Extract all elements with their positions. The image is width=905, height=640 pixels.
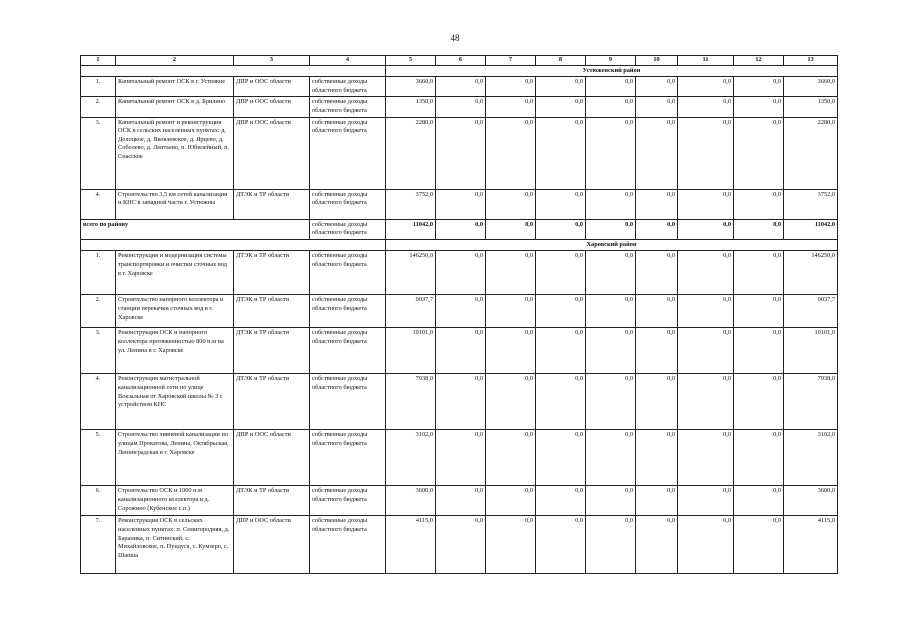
section-blank bbox=[81, 65, 386, 77]
amount-7: 0,0 bbox=[486, 374, 536, 430]
amount-13: 146250,0 bbox=[784, 251, 838, 295]
executor: ДТЭК и ТР области bbox=[234, 295, 310, 328]
column-number: 5 bbox=[386, 56, 436, 66]
amount-11: 0,0 bbox=[678, 77, 734, 97]
amount-6: 0,0 bbox=[436, 117, 486, 189]
amount-12: 0,0 bbox=[734, 328, 784, 374]
amount-5: 10101,0 bbox=[386, 328, 436, 374]
row-number: 2. bbox=[81, 295, 116, 328]
column-number: 4 bbox=[310, 56, 386, 66]
section-blank bbox=[81, 239, 386, 251]
amount-13: 10101,0 bbox=[784, 328, 838, 374]
amount-5: 2280,0 bbox=[386, 117, 436, 189]
executor: ДТЭК и ТР области bbox=[234, 486, 310, 516]
amount-10: 0,0 bbox=[636, 430, 678, 486]
row-number: 6. bbox=[81, 486, 116, 516]
amount-5: 4115,0 bbox=[386, 516, 436, 574]
amount-7: 0,0 bbox=[486, 328, 536, 374]
table-row bbox=[81, 430, 838, 486]
amount-5: 3660,0 bbox=[386, 77, 436, 97]
section-title-row bbox=[81, 65, 838, 77]
amount-7: 0,0 bbox=[486, 486, 536, 516]
amount-13: 1350,0 bbox=[784, 97, 838, 117]
funding-source: собственные доходы областного бюджета bbox=[310, 251, 386, 295]
column-number: 1 bbox=[81, 56, 116, 66]
amount-12: 0,0 bbox=[734, 97, 784, 117]
executor: ДТЭК и ТР области bbox=[234, 328, 310, 374]
row-number: 1. bbox=[81, 251, 116, 295]
measure-name: Реконструкция ОСК и напорного коллектора протяженностью 800 п.м на ул. Ленина в г. Харовске bbox=[116, 328, 234, 374]
row-number: 2. bbox=[81, 97, 116, 117]
amount-10: 0,0 bbox=[636, 374, 678, 430]
amount-7: 0,0 bbox=[486, 430, 536, 486]
amount-11: 0,0 bbox=[678, 117, 734, 189]
funding-source: собственные доходы областного бюджета bbox=[310, 77, 386, 97]
amount-6: 0,0 bbox=[436, 295, 486, 328]
funding-source: собственные доходы областного бюджета bbox=[310, 486, 386, 516]
budget-table bbox=[80, 55, 838, 574]
total-amount-12: 0,0 bbox=[734, 219, 784, 239]
amount-13: 3102,0 bbox=[784, 430, 838, 486]
row-number: 7. bbox=[81, 516, 116, 574]
section-title: Харовский район bbox=[386, 239, 838, 251]
amount-9: 0,0 bbox=[586, 486, 636, 516]
amount-6: 0,0 bbox=[436, 486, 486, 516]
amount-11: 0,0 bbox=[678, 97, 734, 117]
amount-12: 0,0 bbox=[734, 295, 784, 328]
row-number: 4. bbox=[81, 189, 116, 219]
amount-12: 0,0 bbox=[734, 189, 784, 219]
amount-8: 0,0 bbox=[536, 328, 586, 374]
column-number: 6 bbox=[436, 56, 486, 66]
column-number: 12 bbox=[734, 56, 784, 66]
total-amount-7: 0,0 bbox=[486, 219, 536, 239]
amount-11: 0,0 bbox=[678, 189, 734, 219]
amount-6: 0,0 bbox=[436, 430, 486, 486]
amount-7: 0,0 bbox=[486, 251, 536, 295]
amount-10: 0,0 bbox=[636, 295, 678, 328]
amount-10: 0,0 bbox=[636, 77, 678, 97]
measure-name: Реконструкция ОСК в сельских населенных пунктах: п. Семигородняя, д. Бараника, п. Ситинский, с. Михайловское, п. Пундуга, с. Кумзеро, с. Шапша bbox=[116, 516, 234, 574]
executor: ДТЭК и ТР области bbox=[234, 189, 310, 219]
amount-6: 0,0 bbox=[436, 97, 486, 117]
column-number: 8 bbox=[536, 56, 586, 66]
measure-name: Капитальный ремонт ОСК в г. Устюжне bbox=[116, 77, 234, 97]
amount-13: 3660,0 bbox=[784, 77, 838, 97]
amount-12: 0,0 bbox=[734, 430, 784, 486]
amount-11: 0,0 bbox=[678, 486, 734, 516]
table-row bbox=[81, 295, 838, 328]
amount-11: 0,0 bbox=[678, 251, 734, 295]
measure-name: Строительство напорного коллектора и станции перекачки сточных вод в г. Харовске bbox=[116, 295, 234, 328]
row-number: 3. bbox=[81, 117, 116, 189]
amount-9: 0,0 bbox=[586, 516, 636, 574]
amount-8: 0,0 bbox=[536, 77, 586, 97]
column-number: 7 bbox=[486, 56, 536, 66]
row-number: 5. bbox=[81, 430, 116, 486]
funding-source: собственные доходы областного бюджета bbox=[310, 97, 386, 117]
funding-source: собственные доходы областного бюджета bbox=[310, 328, 386, 374]
amount-5: 1350,0 bbox=[386, 97, 436, 117]
amount-7: 0,0 bbox=[486, 97, 536, 117]
total-amount-10: 0,0 bbox=[636, 219, 678, 239]
amount-12: 0,0 bbox=[734, 516, 784, 574]
column-number: 9 bbox=[586, 56, 636, 66]
amount-5: 3600,0 bbox=[386, 486, 436, 516]
amount-8: 0,0 bbox=[536, 516, 586, 574]
measure-name: Строительство ливневой канализации по улицам Прокатова, Ленина, Октябрьская, Ленинградская в г. Харовске bbox=[116, 430, 234, 486]
amount-11: 0,0 bbox=[678, 328, 734, 374]
amount-12: 0,0 bbox=[734, 374, 784, 430]
executor: ДПР и ООС области bbox=[234, 430, 310, 486]
amount-6: 0,0 bbox=[436, 516, 486, 574]
amount-13: 7938,0 bbox=[784, 374, 838, 430]
total-amount-5: 11042,0 bbox=[386, 219, 436, 239]
amount-9: 0,0 bbox=[586, 430, 636, 486]
table-row bbox=[81, 97, 838, 117]
funding-source: собственные доходы областного бюджета bbox=[310, 430, 386, 486]
amount-8: 0,0 bbox=[536, 117, 586, 189]
total-amount-11: 0,0 bbox=[678, 219, 734, 239]
table-row bbox=[81, 516, 838, 574]
table-row bbox=[81, 189, 838, 219]
column-number-row bbox=[81, 56, 838, 66]
amount-10: 0,0 bbox=[636, 516, 678, 574]
total-label: всего по району bbox=[81, 219, 310, 239]
amount-13: 9037,7 bbox=[784, 295, 838, 328]
amount-7: 0,0 bbox=[486, 189, 536, 219]
amount-12: 0,0 bbox=[734, 486, 784, 516]
section-title: Устюженский район bbox=[386, 65, 838, 77]
amount-8: 0,0 bbox=[536, 430, 586, 486]
amount-7: 0,0 bbox=[486, 295, 536, 328]
amount-11: 0,0 bbox=[678, 516, 734, 574]
amount-10: 0,0 bbox=[636, 328, 678, 374]
measure-name: Реконструкция магистральной канализационной сети по улице Вокзальная от Харовской школы № 3 с устройством КНС bbox=[116, 374, 234, 430]
total-amount-9: 0,0 bbox=[586, 219, 636, 239]
amount-5: 3102,0 bbox=[386, 430, 436, 486]
table-row bbox=[81, 374, 838, 430]
amount-8: 0,0 bbox=[536, 295, 586, 328]
table-body bbox=[81, 65, 838, 574]
column-number: 3 bbox=[234, 56, 310, 66]
total-amount-8: 0,0 bbox=[536, 219, 586, 239]
amount-6: 0,0 bbox=[436, 189, 486, 219]
table-row bbox=[81, 251, 838, 295]
funding-source: собственные доходы областного бюджета bbox=[310, 374, 386, 430]
amount-8: 0,0 bbox=[536, 97, 586, 117]
amount-10: 0,0 bbox=[636, 486, 678, 516]
amount-9: 0,0 bbox=[586, 374, 636, 430]
amount-10: 0,0 bbox=[636, 117, 678, 189]
amount-6: 0,0 bbox=[436, 77, 486, 97]
amount-13: 4115,0 bbox=[784, 516, 838, 574]
measure-name: Капитальный ремонт ОСК в д. Брилино bbox=[116, 97, 234, 117]
amount-10: 0,0 bbox=[636, 97, 678, 117]
amount-8: 0,0 bbox=[536, 251, 586, 295]
amount-6: 0,0 bbox=[436, 328, 486, 374]
funding-source: собственные доходы областного бюджета bbox=[310, 295, 386, 328]
amount-9: 0,0 bbox=[586, 328, 636, 374]
amount-13: 3600,0 bbox=[784, 486, 838, 516]
row-number: 4. bbox=[81, 374, 116, 430]
page-number: 48 bbox=[450, 33, 460, 43]
table-row bbox=[81, 77, 838, 97]
amount-9: 0,0 bbox=[586, 295, 636, 328]
measure-name: Строительство ОСК и 1000 п.м канализационного коллектора в д. Сорожино (Кубенское с.п.) bbox=[116, 486, 234, 516]
total-amount-6: 0,0 bbox=[436, 219, 486, 239]
amount-7: 0,0 bbox=[486, 77, 536, 97]
table-row bbox=[81, 486, 838, 516]
row-number: 1. bbox=[81, 77, 116, 97]
total-amount-13: 11042,0 bbox=[784, 219, 838, 239]
column-number: 13 bbox=[784, 56, 838, 66]
amount-8: 0,0 bbox=[536, 189, 586, 219]
amount-5: 3752,0 bbox=[386, 189, 436, 219]
amount-9: 0,0 bbox=[586, 97, 636, 117]
column-number: 10 bbox=[636, 56, 678, 66]
amount-5: 146250,0 bbox=[386, 251, 436, 295]
amount-13: 2280,0 bbox=[784, 117, 838, 189]
amount-6: 0,0 bbox=[436, 251, 486, 295]
total-row bbox=[81, 219, 838, 239]
executor: ДПР и ООС области bbox=[234, 117, 310, 189]
measure-name: Капитальный ремонт и реконструкция ОСК в сельских населенных пунктах: д. Долоцкое, д. Яковлевское, д. Ярцево, д. Соболево, д. Лентьево, п. Юбилейный, п. Спасское bbox=[116, 117, 234, 189]
amount-7: 0,0 bbox=[486, 117, 536, 189]
section-title-row bbox=[81, 239, 838, 251]
amount-7: 0,0 bbox=[486, 516, 536, 574]
executor: ДПР и ООС области bbox=[234, 77, 310, 97]
executor: ДПР и ООС области bbox=[234, 97, 310, 117]
amount-9: 0,0 bbox=[586, 77, 636, 97]
amount-5: 7938,0 bbox=[386, 374, 436, 430]
amount-9: 0,0 bbox=[586, 117, 636, 189]
amount-9: 0,0 bbox=[586, 251, 636, 295]
amount-11: 0,0 bbox=[678, 295, 734, 328]
amount-9: 0,0 bbox=[586, 189, 636, 219]
amount-10: 0,0 bbox=[636, 189, 678, 219]
amount-8: 0,0 bbox=[536, 486, 586, 516]
amount-12: 0,0 bbox=[734, 117, 784, 189]
executor: ДТЭК и ТР области bbox=[234, 251, 310, 295]
measure-name: Строительство 3,5 км сетей канализации и КНС в западной части г. Устюжны bbox=[116, 189, 234, 219]
column-number: 2 bbox=[116, 56, 234, 66]
column-number: 11 bbox=[678, 56, 734, 66]
amount-11: 0,0 bbox=[678, 374, 734, 430]
amount-5: 9037,7 bbox=[386, 295, 436, 328]
amount-11: 0,0 bbox=[678, 430, 734, 486]
executor: ДПР и ООС области bbox=[234, 516, 310, 574]
funding-source: собственные доходы областного бюджета bbox=[310, 117, 386, 189]
table-row bbox=[81, 117, 838, 189]
table-row bbox=[81, 328, 838, 374]
amount-12: 0,0 bbox=[734, 251, 784, 295]
executor: ДТЭК и ТР области bbox=[234, 374, 310, 430]
amount-6: 0,0 bbox=[436, 374, 486, 430]
measure-name: Реконструкция и модернизация системы транспортировки и очистки сточных вод в г. Харовске bbox=[116, 251, 234, 295]
funding-source: собственные доходы областного бюджета bbox=[310, 219, 386, 239]
amount-10: 0,0 bbox=[636, 251, 678, 295]
funding-source: собственные доходы областного бюджета bbox=[310, 516, 386, 574]
amount-13: 3752,0 bbox=[784, 189, 838, 219]
amount-8: 0,0 bbox=[536, 374, 586, 430]
funding-source: собственные доходы областного бюджета bbox=[310, 189, 386, 219]
row-number: 3. bbox=[81, 328, 116, 374]
amount-12: 0,0 bbox=[734, 77, 784, 97]
